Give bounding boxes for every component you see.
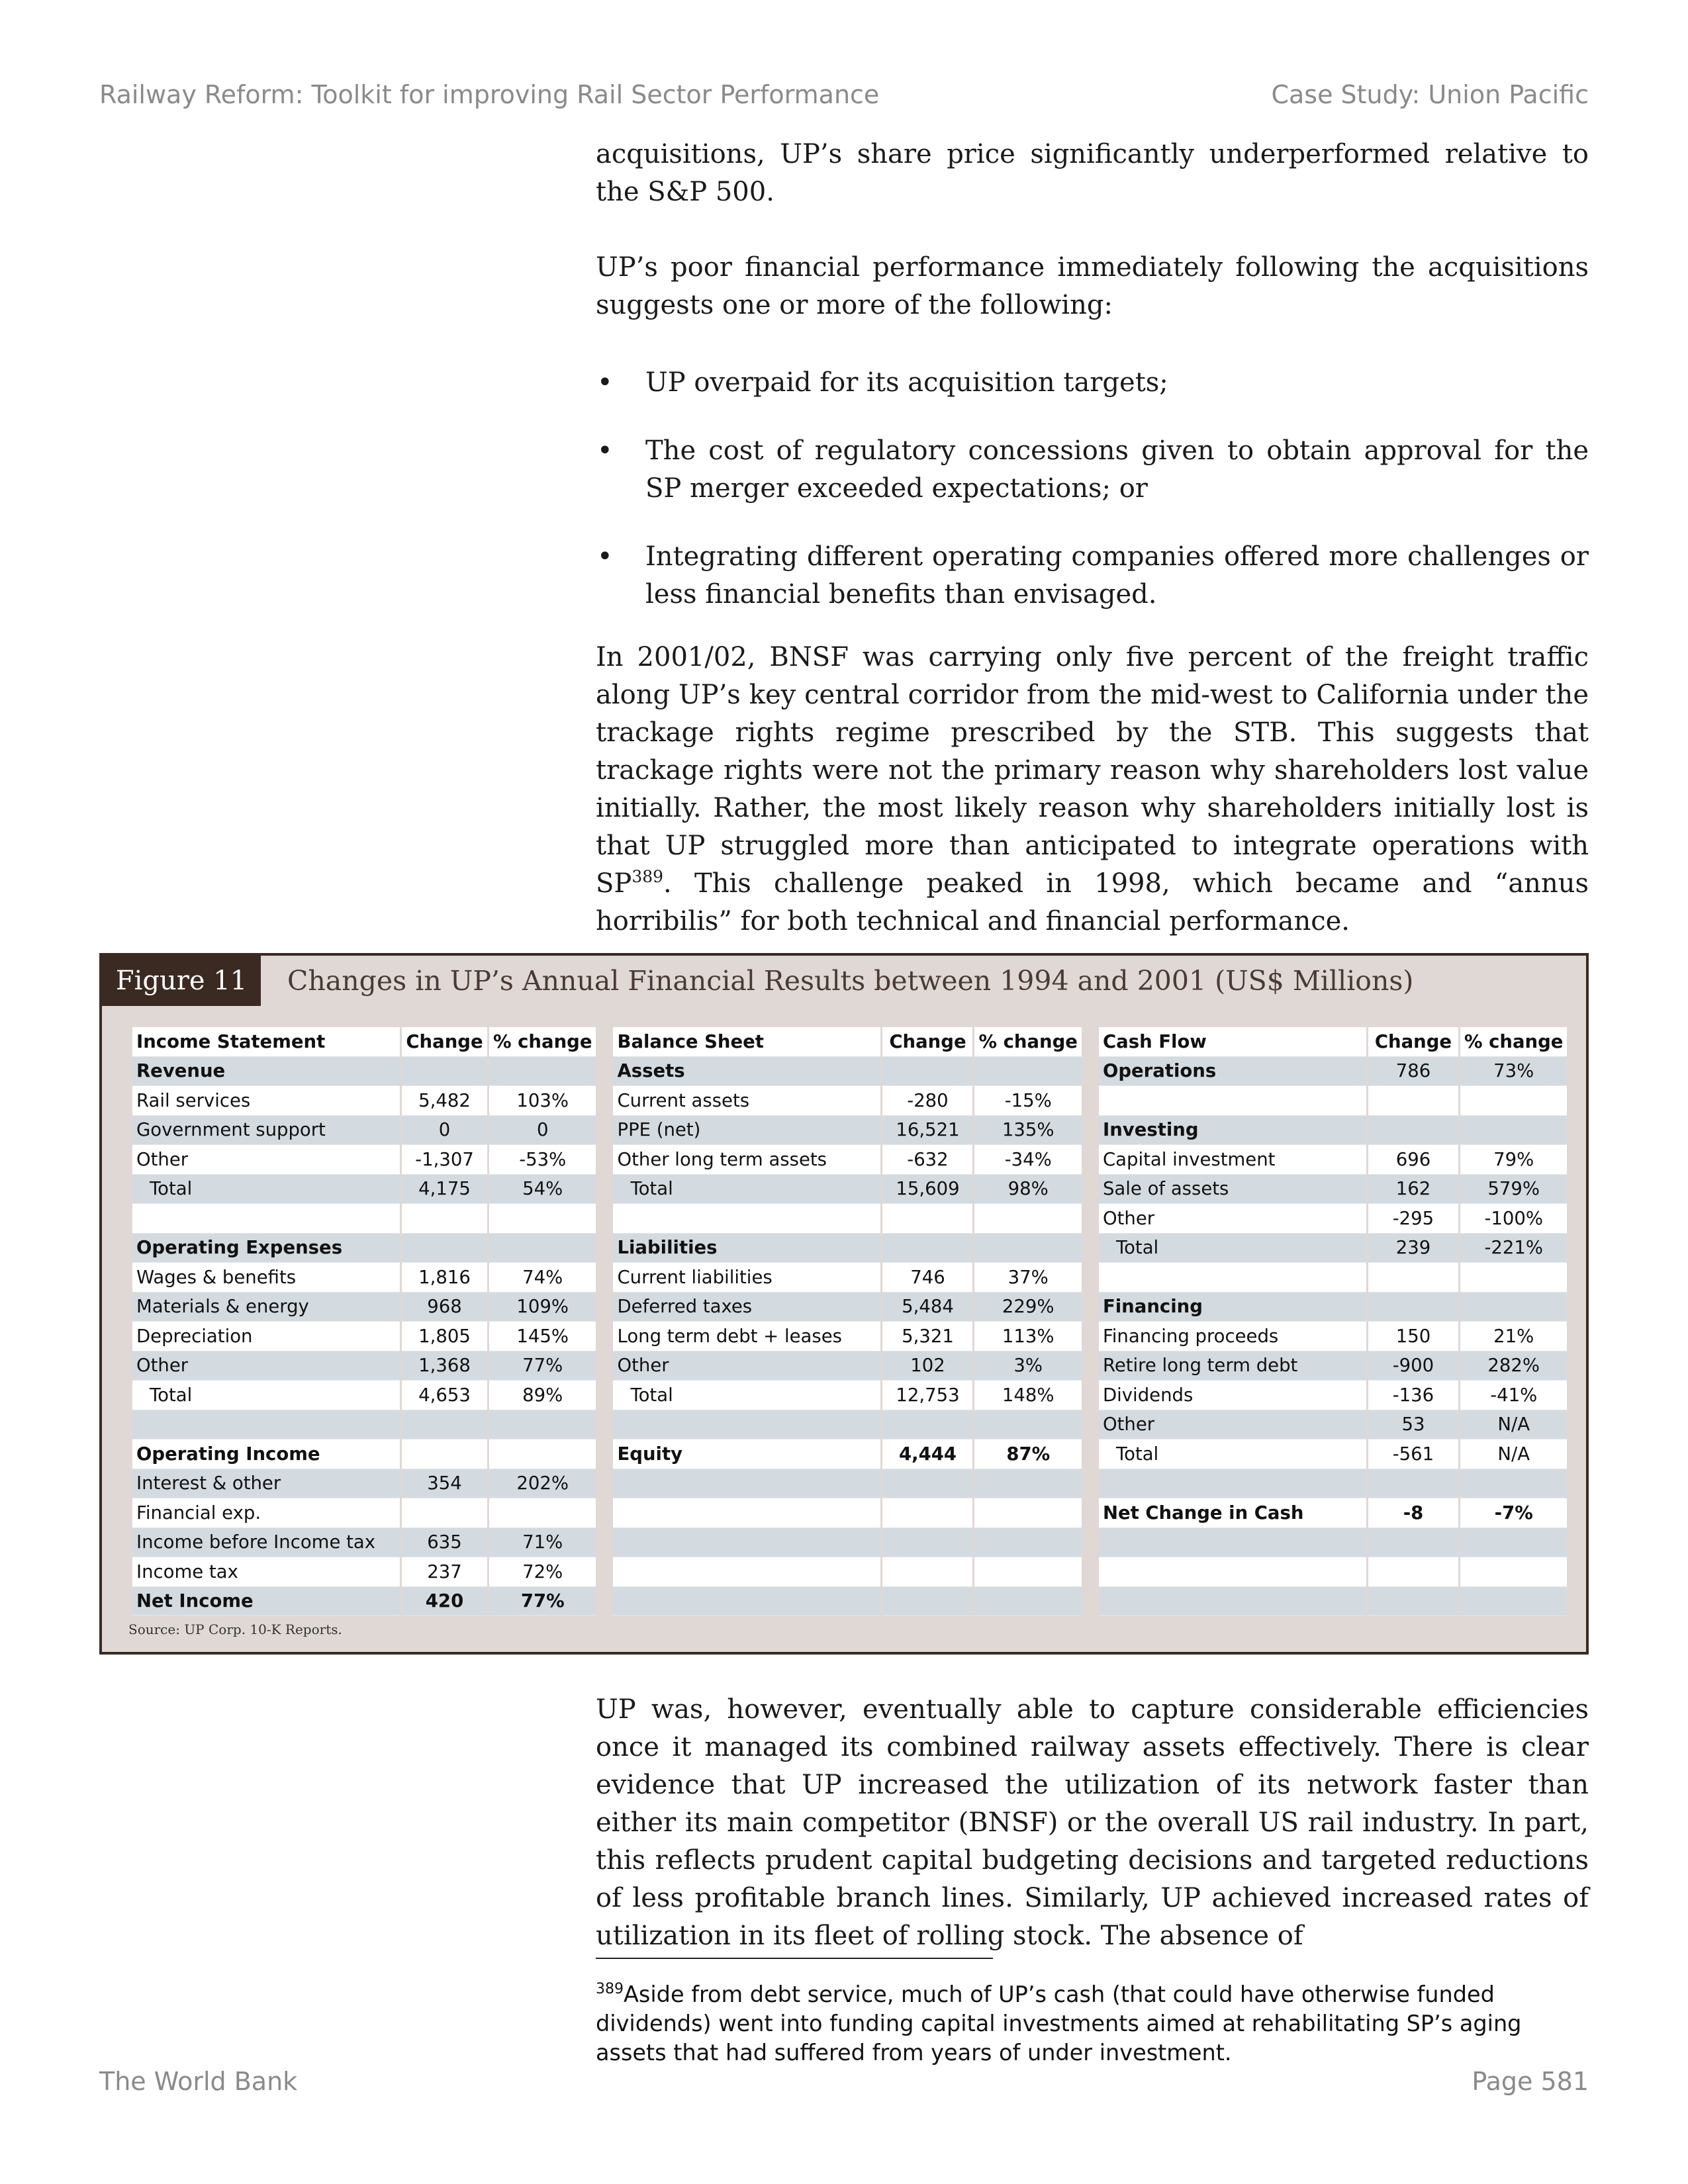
change-value — [1368, 1293, 1458, 1322]
list-item: • Integrating different operating companies offered more challenges or less financial benefits than envisaged. — [596, 538, 1589, 614]
percent-change-value — [974, 1469, 1081, 1499]
row-label: Depreciation — [132, 1322, 400, 1351]
table-row — [1099, 1381, 1567, 1410]
table-row — [613, 1145, 1081, 1175]
percent-change-value: -221% — [1460, 1234, 1567, 1263]
change-value: 4,653 — [402, 1381, 487, 1410]
percent-change-value: -15% — [974, 1086, 1081, 1116]
income-statement-table — [130, 1027, 598, 1616]
table-row — [613, 1086, 1081, 1116]
table-row — [1099, 1528, 1567, 1558]
row-label: Total — [613, 1175, 880, 1205]
row-label: Financing proceeds — [1099, 1322, 1366, 1351]
percent-change-value — [489, 1204, 596, 1234]
financial-tables — [130, 1027, 1569, 1616]
table-row — [1099, 1469, 1567, 1499]
change-value: 15,609 — [882, 1175, 972, 1205]
row-label: Income tax — [132, 1557, 400, 1587]
percent-change-value: 113% — [974, 1322, 1081, 1351]
row-label: Total — [1099, 1439, 1366, 1469]
table-header-row — [132, 1027, 596, 1057]
table-row — [1099, 1293, 1567, 1322]
row-label: Revenue — [132, 1057, 400, 1087]
percent-change-value: 103% — [489, 1086, 596, 1116]
paragraph: UP’s poor financial performance immediately following the acquisitions suggests one or more of the following: — [596, 252, 1589, 320]
footnote — [596, 1980, 1589, 2068]
row-label: Investing — [1099, 1116, 1366, 1146]
header-book-title: Railway Reform: Toolkit for improving Rail Sector Performance — [99, 80, 880, 109]
change-value: 1,805 — [402, 1322, 487, 1351]
table-row — [1099, 1234, 1567, 1263]
table-row — [1099, 1498, 1567, 1528]
figure-header — [102, 956, 1586, 1006]
table-row — [613, 1293, 1081, 1322]
table-row — [613, 1204, 1081, 1234]
cash-flow-table — [1097, 1027, 1569, 1616]
percent-change-value: 202% — [489, 1469, 596, 1499]
row-label: Equity — [613, 1439, 880, 1469]
figure-label: Figure 11 — [102, 956, 261, 1006]
change-value: 12,753 — [882, 1381, 972, 1410]
percent-change-value — [974, 1498, 1081, 1528]
change-value: 162 — [1368, 1175, 1458, 1205]
row-label — [613, 1410, 880, 1440]
row-label — [1099, 1528, 1366, 1558]
change-value — [882, 1204, 972, 1234]
footer-publisher: The World Bank — [99, 2067, 298, 2096]
table-header-row — [613, 1027, 1081, 1057]
change-value: 1,368 — [402, 1351, 487, 1381]
percent-change-value — [1460, 1557, 1567, 1587]
row-label: Capital investment — [1099, 1145, 1366, 1175]
row-label: Net Income — [132, 1587, 400, 1617]
body-text-top — [596, 136, 1589, 940]
column-header: Change — [402, 1027, 487, 1057]
row-label: Other long term assets — [613, 1145, 880, 1175]
table-row — [1099, 1204, 1567, 1234]
percent-change-value — [1460, 1116, 1567, 1146]
change-value: 239 — [1368, 1234, 1458, 1263]
change-value — [1368, 1587, 1458, 1617]
percent-change-value — [1460, 1293, 1567, 1322]
column-header: Change — [882, 1027, 972, 1057]
row-label: Total — [613, 1381, 880, 1410]
percent-change-value: 3% — [974, 1351, 1081, 1381]
percent-change-value — [489, 1439, 596, 1469]
column-header: Cash Flow — [1099, 1027, 1366, 1057]
percent-change-value — [489, 1234, 596, 1263]
table-row — [132, 1410, 596, 1440]
row-label — [1099, 1557, 1366, 1587]
running-footer — [99, 2065, 1589, 2098]
table-row — [132, 1057, 596, 1087]
table-row — [132, 1469, 596, 1499]
percent-change-value: 71% — [489, 1528, 596, 1558]
change-value: 354 — [402, 1469, 487, 1499]
change-value — [1368, 1086, 1458, 1116]
percent-change-value: N/A — [1460, 1410, 1567, 1440]
percent-change-value: 229% — [974, 1293, 1081, 1322]
row-label: Other — [132, 1145, 400, 1175]
figure-source: Source: UP Corp. 10-K Reports. — [128, 1621, 342, 1637]
change-value — [402, 1204, 487, 1234]
change-value: 1,816 — [402, 1263, 487, 1293]
percent-change-value: 87% — [974, 1439, 1081, 1469]
row-label — [132, 1410, 400, 1440]
row-label: Other — [132, 1351, 400, 1381]
row-label: Other — [613, 1351, 880, 1381]
table-row — [1099, 1175, 1567, 1205]
row-label: Total — [132, 1175, 400, 1205]
row-label — [1099, 1263, 1366, 1293]
percent-change-value: 282% — [1460, 1351, 1567, 1381]
row-label: Liabilities — [613, 1234, 880, 1263]
percent-change-value — [1460, 1263, 1567, 1293]
percent-change-value: 89% — [489, 1381, 596, 1410]
running-header — [99, 78, 1589, 111]
table-row — [613, 1351, 1081, 1381]
row-label — [613, 1557, 880, 1587]
percent-change-value — [974, 1204, 1081, 1234]
percent-change-value: 74% — [489, 1263, 596, 1293]
change-value: -632 — [882, 1145, 972, 1175]
table-row — [132, 1293, 596, 1322]
table-row — [613, 1322, 1081, 1351]
row-label: Operating Income — [132, 1439, 400, 1469]
change-value: 420 — [402, 1587, 487, 1617]
table-row — [132, 1175, 596, 1205]
row-label: Sale of assets — [1099, 1175, 1366, 1205]
change-value — [402, 1234, 487, 1263]
percent-change-value — [489, 1498, 596, 1528]
row-label: Interest & other — [132, 1469, 400, 1499]
change-value: -1,307 — [402, 1145, 487, 1175]
table-row — [132, 1322, 596, 1351]
percent-change-value — [1460, 1587, 1567, 1617]
paragraph: acquisitions, UP’s share price significantly underperformed relative to the S&P 500. — [596, 139, 1589, 207]
change-value — [882, 1234, 972, 1263]
header-section-title: Case Study: Union Pacific — [1271, 80, 1589, 109]
change-value — [1368, 1116, 1458, 1146]
table-row — [132, 1086, 596, 1116]
column-header: % change — [489, 1027, 596, 1057]
percent-change-value: 72% — [489, 1557, 596, 1587]
change-value — [1368, 1557, 1458, 1587]
table-row — [1099, 1145, 1567, 1175]
bullet-icon: • — [597, 367, 613, 398]
page-number: Page 581 — [1472, 2067, 1589, 2096]
row-label: Current assets — [613, 1086, 880, 1116]
percent-change-value: N/A — [1460, 1439, 1567, 1469]
percent-change-value — [1460, 1469, 1567, 1499]
row-label: Dividends — [1099, 1381, 1366, 1410]
bullet-icon: • — [597, 541, 613, 572]
change-value — [402, 1410, 487, 1440]
table-row — [1099, 1263, 1567, 1293]
paragraph: In 2001/02, BNSF was carrying only five percent of the freight traffic along UP’s key central corridor from the mid-west to California under the trackage rights regime prescribed by the STB. This suggests that trackage rights were not the primary reason why shareholders lost value initially. Rather, the most likely reason why shareholders initially lost is that UP struggled more than anticipated to integrate operations with SP$^{389}$. This challenge peaked in 1998, which became and “annus horribilis” for both technical and financial performance. — [596, 642, 1589, 936]
table-row — [132, 1263, 596, 1293]
change-value: 102 — [882, 1351, 972, 1381]
figure-title: Changes in UP’s Annual Financial Results between 1994 and 2001 (US$ Millions) — [287, 965, 1414, 997]
table-row — [132, 1557, 596, 1587]
row-label — [1099, 1587, 1366, 1617]
change-value: -900 — [1368, 1351, 1458, 1381]
percent-change-value: -100% — [1460, 1204, 1567, 1234]
footnote-ref[interactable]: 389 — [632, 867, 664, 886]
change-value: 5,321 — [882, 1322, 972, 1351]
percent-change-value: 0 — [489, 1116, 596, 1146]
change-value — [402, 1439, 487, 1469]
table-row — [613, 1528, 1081, 1558]
change-value: 746 — [882, 1263, 972, 1293]
row-label — [1099, 1086, 1366, 1116]
change-value: 786 — [1368, 1057, 1458, 1087]
change-value — [1368, 1528, 1458, 1558]
percent-change-value — [974, 1528, 1081, 1558]
change-value — [882, 1587, 972, 1617]
bullet-list — [596, 364, 1589, 614]
table-row — [613, 1057, 1081, 1087]
table-row — [132, 1234, 596, 1263]
table-row — [1099, 1322, 1567, 1351]
table-header-row — [1099, 1027, 1567, 1057]
table-row — [613, 1175, 1081, 1205]
row-label: Other — [1099, 1410, 1366, 1440]
table-row — [613, 1587, 1081, 1617]
change-value — [882, 1557, 972, 1587]
column-header: % change — [974, 1027, 1081, 1057]
percent-change-value: -34% — [974, 1145, 1081, 1175]
change-value — [402, 1498, 487, 1528]
percent-change-value: 145% — [489, 1322, 596, 1351]
table-row — [132, 1381, 596, 1410]
percent-change-value — [974, 1057, 1081, 1087]
percent-change-value — [974, 1587, 1081, 1617]
change-value: 53 — [1368, 1410, 1458, 1440]
table-row — [1099, 1086, 1567, 1116]
row-label: Other — [1099, 1204, 1366, 1234]
change-value: -136 — [1368, 1381, 1458, 1410]
row-label: Rail services — [132, 1086, 400, 1116]
table-row — [613, 1410, 1081, 1440]
column-header: Change — [1368, 1027, 1458, 1057]
table-row — [613, 1439, 1081, 1469]
row-label: PPE (net) — [613, 1116, 880, 1146]
row-label: Net Change in Cash — [1099, 1498, 1366, 1528]
row-label — [613, 1528, 880, 1558]
change-value: -280 — [882, 1086, 972, 1116]
column-header: Balance Sheet — [613, 1027, 880, 1057]
table-row — [613, 1234, 1081, 1263]
row-label: Current liabilities — [613, 1263, 880, 1293]
change-value: 5,484 — [882, 1293, 972, 1322]
table-row — [1099, 1116, 1567, 1146]
row-label — [132, 1204, 400, 1234]
change-value: -561 — [1368, 1439, 1458, 1469]
percent-change-value: -7% — [1460, 1498, 1567, 1528]
list-item: • The cost of regulatory concessions given to obtain approval for the SP merger exceeded expectations; or — [596, 432, 1589, 508]
row-label: Government support — [132, 1116, 400, 1146]
row-label — [1099, 1469, 1366, 1499]
percent-change-value: 79% — [1460, 1145, 1567, 1175]
table-row — [1099, 1057, 1567, 1087]
row-label: Assets — [613, 1057, 880, 1087]
table-row — [613, 1116, 1081, 1146]
table-row — [132, 1528, 596, 1558]
change-value: 0 — [402, 1116, 487, 1146]
change-value — [882, 1057, 972, 1087]
percent-change-value: -53% — [489, 1145, 596, 1175]
table-row — [613, 1381, 1081, 1410]
change-value: 696 — [1368, 1145, 1458, 1175]
table-row — [132, 1351, 596, 1381]
percent-change-value: 54% — [489, 1175, 596, 1205]
percent-change-value: 135% — [974, 1116, 1081, 1146]
row-label: Wages & benefits — [132, 1263, 400, 1293]
percent-change-value — [1460, 1528, 1567, 1558]
row-label: Retire long term debt — [1099, 1351, 1366, 1381]
row-label — [613, 1498, 880, 1528]
table-row — [1099, 1587, 1567, 1617]
footnote-divider — [596, 1958, 993, 1959]
row-label: Materials & energy — [132, 1293, 400, 1322]
list-item: • UP overpaid for its acquisition targets; — [596, 364, 1589, 402]
change-value — [1368, 1469, 1458, 1499]
footnote-text: Aside from debt service, much of UP’s cash (that could have otherwise funded dividends) went into funding capital investments aimed at rehabilitating SP’s aging assets that had suffered from years of under investment. — [596, 1981, 1522, 2066]
table-row — [132, 1145, 596, 1175]
table-row — [1099, 1410, 1567, 1440]
change-value: 968 — [402, 1293, 487, 1322]
change-value — [402, 1057, 487, 1087]
table-row — [132, 1439, 596, 1469]
column-header: Income Statement — [132, 1027, 400, 1057]
percent-change-value: 579% — [1460, 1175, 1567, 1205]
change-value — [1368, 1263, 1458, 1293]
percent-change-value: 37% — [974, 1263, 1081, 1293]
percent-change-value — [489, 1410, 596, 1440]
percent-change-value: 77% — [489, 1587, 596, 1617]
row-label: Long term debt + leases — [613, 1322, 880, 1351]
percent-change-value: 73% — [1460, 1057, 1567, 1087]
row-label: Financing — [1099, 1293, 1366, 1322]
row-label: Total — [132, 1381, 400, 1410]
table-row — [1099, 1557, 1567, 1587]
change-value: 237 — [402, 1557, 487, 1587]
change-value: -295 — [1368, 1204, 1458, 1234]
percent-change-value: -41% — [1460, 1381, 1567, 1410]
table-row — [613, 1263, 1081, 1293]
change-value: 635 — [402, 1528, 487, 1558]
table-row — [132, 1204, 596, 1234]
row-label: Total — [1099, 1234, 1366, 1263]
change-value — [882, 1528, 972, 1558]
percent-change-value — [974, 1410, 1081, 1440]
row-label — [613, 1469, 880, 1499]
table-row — [1099, 1439, 1567, 1469]
table-row — [132, 1116, 596, 1146]
bullet-icon: • — [597, 435, 613, 466]
percent-change-value — [974, 1557, 1081, 1587]
change-value: -8 — [1368, 1498, 1458, 1528]
percent-change-value: 98% — [974, 1175, 1081, 1205]
table-row — [132, 1498, 596, 1528]
balance-sheet-table — [611, 1027, 1083, 1616]
percent-change-value — [489, 1057, 596, 1087]
table-row — [613, 1557, 1081, 1587]
body-text-bottom — [596, 1691, 1589, 1955]
change-value: 4,175 — [402, 1175, 487, 1205]
table-row — [132, 1587, 596, 1617]
column-header: % change — [1460, 1027, 1567, 1057]
table-row — [613, 1469, 1081, 1499]
row-label — [613, 1204, 880, 1234]
percent-change-value: 148% — [974, 1381, 1081, 1410]
change-value: 5,482 — [402, 1086, 487, 1116]
change-value: 16,521 — [882, 1116, 972, 1146]
figure-11 — [99, 953, 1589, 1655]
change-value — [882, 1469, 972, 1499]
row-label: Deferred taxes — [613, 1293, 880, 1322]
change-value — [882, 1410, 972, 1440]
percent-change-value — [974, 1234, 1081, 1263]
change-value: 4,444 — [882, 1439, 972, 1469]
change-value: 150 — [1368, 1322, 1458, 1351]
row-label: Financial exp. — [132, 1498, 400, 1528]
table-row — [613, 1498, 1081, 1528]
row-label: Income before Income tax — [132, 1528, 400, 1558]
percent-change-value — [1460, 1086, 1567, 1116]
percent-change-value: 21% — [1460, 1322, 1567, 1351]
footnote-number: 389 — [596, 1981, 624, 1997]
table-row — [1099, 1351, 1567, 1381]
change-value — [882, 1498, 972, 1528]
row-label: Operations — [1099, 1057, 1366, 1087]
row-label — [613, 1587, 880, 1617]
percent-change-value: 77% — [489, 1351, 596, 1381]
row-label: Operating Expenses — [132, 1234, 400, 1263]
paragraph: UP was, however, eventually able to capture considerable efficiencies once it managed its combined railway assets effectively. There is clear evidence that UP increased the utilization of its network faster than either its main competitor (BNSF) or the overall US rail industry. In part, this reflects prudent capital budgeting decisions and targeted reductions of less profitable branch lines. Similarly, UP achieved increased rates of utilization in its fleet of rolling stock. The absence of — [596, 1694, 1589, 1951]
percent-change-value: 109% — [489, 1293, 596, 1322]
